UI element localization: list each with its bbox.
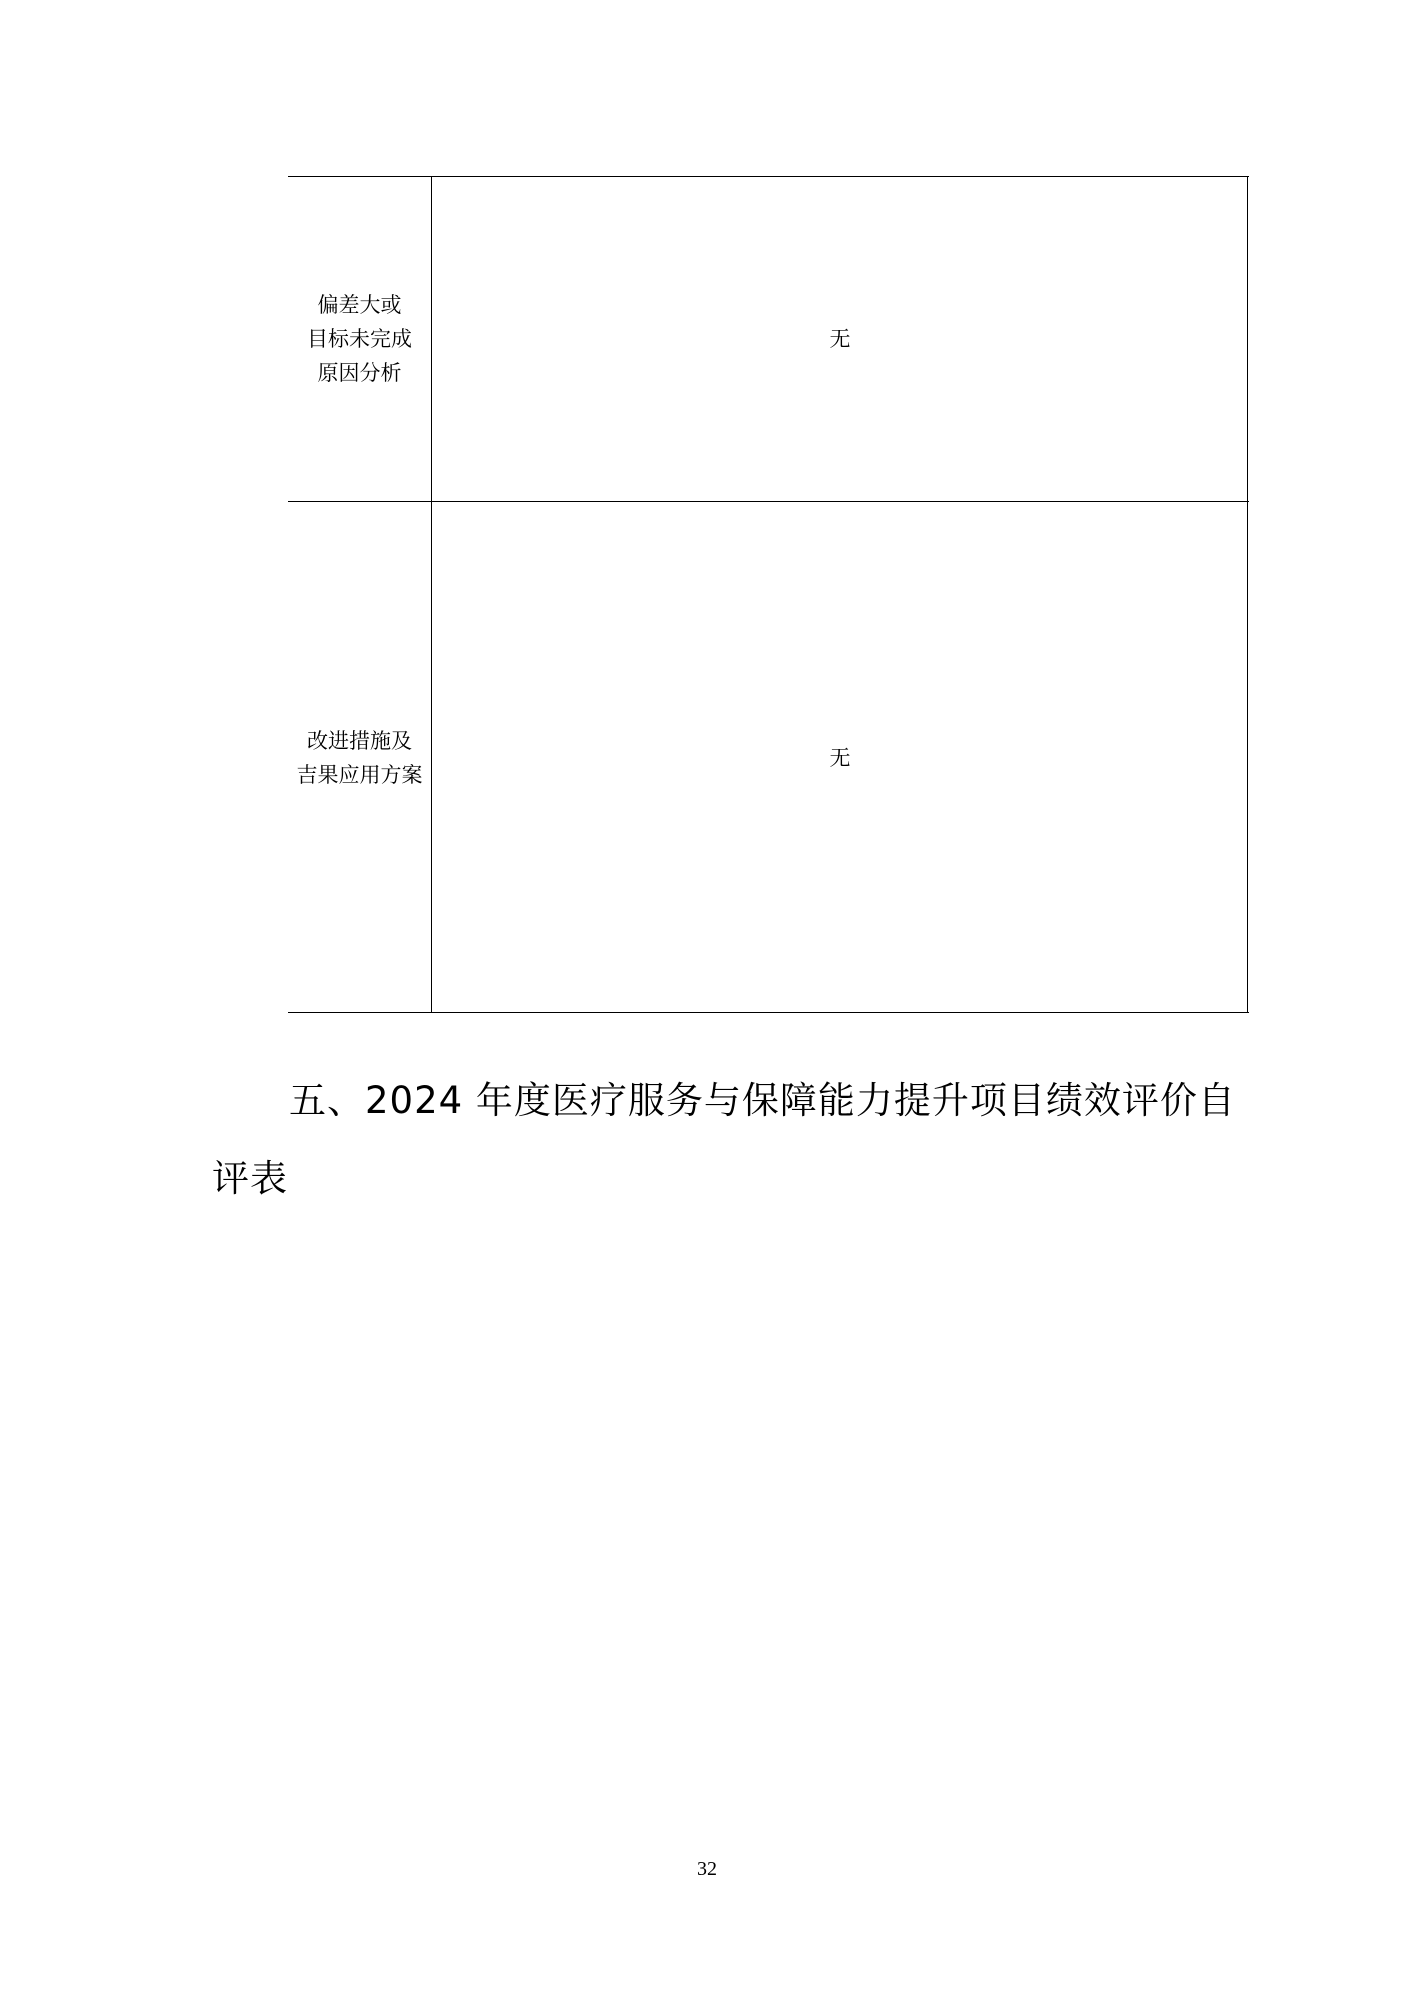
table-row-label: [288, 176, 431, 501]
table-right-border: [1247, 176, 1248, 1013]
section-heading-line: 五、2024 年度医疗服务与保障能力提升项目绩效评价自: [289, 1079, 1236, 1122]
evaluation-table: [288, 176, 1249, 1018]
page-number: 32: [697, 1858, 717, 1880]
table-row-value: 无: [829, 326, 851, 351]
row-label-line: 改进措施及: [307, 728, 412, 753]
row-label-line: 偏差大或: [317, 292, 402, 317]
row-label-line: 吉果应用方案: [296, 762, 423, 787]
table-row-divider: [288, 501, 1249, 502]
row-label-line: 目标未完成: [307, 326, 412, 351]
section-heading: [212, 1062, 1236, 1218]
table-row-label: [282, 503, 437, 1012]
row-label-line: 原因分析: [317, 360, 402, 385]
table-row-value: 无: [829, 745, 851, 770]
table-bottom-border: [288, 1012, 1249, 1013]
section-heading-line: 评表: [212, 1157, 288, 1200]
